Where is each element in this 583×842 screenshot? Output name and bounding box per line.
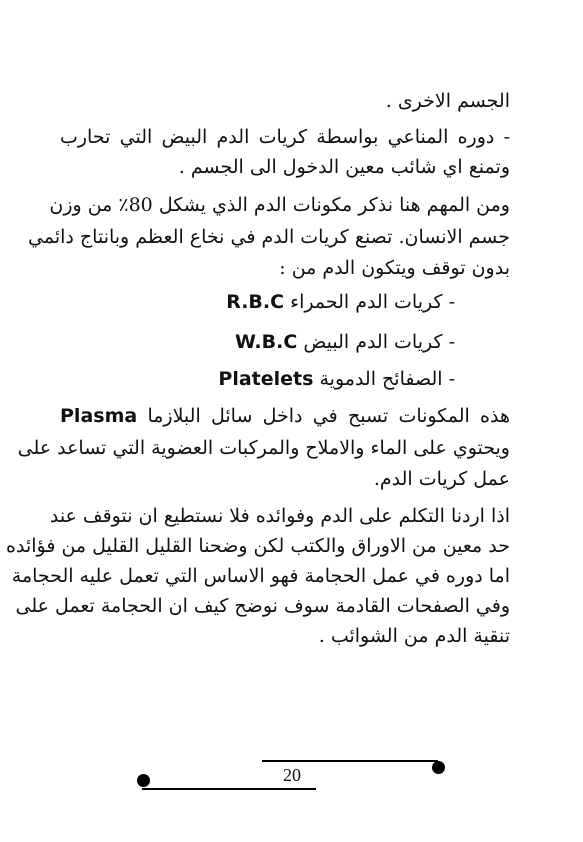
- text-line: عمل كريات الدم.: [373, 468, 510, 490]
- list-item-rbc: [226, 289, 455, 315]
- text-arabic: هذه المكونات تسبح في داخل سائل البلازما: [147, 405, 510, 427]
- text-line: [60, 403, 510, 429]
- list-item-label: - كريات الدم الحمراء: [290, 291, 455, 313]
- text-line: حد معين من الاوراق والكتب لكن وضحنا القليل القليل من فؤائده: [6, 535, 510, 557]
- text-line: بدون توقف ويتكون الدم من :: [279, 257, 510, 279]
- text-line: ومن المهم هنا نذكر مكونات الدم الذي يشكل 80٪ من وزن: [49, 194, 510, 216]
- footer-rule-bottom: [142, 788, 316, 790]
- footer-dot-left: [137, 774, 150, 787]
- text-line: وفي الصفحات القادمة سوف نوضح كيف ان الحجامة تعمل على: [15, 595, 510, 617]
- footer-dot-right: [432, 761, 445, 774]
- text-line: اما دوره في عمل الحجامة فهو الاساس التي تعمل عليه الحجامة: [11, 565, 510, 587]
- list-item-platelets: [218, 366, 455, 392]
- list-item-wbc: [235, 329, 455, 355]
- text-latin-term: Plasma: [60, 405, 138, 427]
- page-number: 20: [283, 765, 301, 785]
- text-line: جسم الانسان. تصنع كريات الدم في نخاع العظم وبانتاج دائمي: [28, 226, 510, 248]
- text-line: - دوره المناعي بواسطة كريات الدم البيض التي تحارب: [60, 126, 510, 148]
- list-item-abbreviation: R.B.C: [226, 291, 285, 313]
- list-item-label: - كريات الدم البيض: [303, 331, 455, 353]
- text-line: اذا اردنا التكلم على الدم وفوائده فلا نستطيع ان نتوقف عند: [49, 505, 510, 527]
- list-item-label: - الصفائح الدموية: [319, 368, 455, 390]
- text-line: الجسم الاخرى .: [385, 90, 510, 112]
- text-line: وتمنع اي شائب معين الدخول الى الجسم .: [178, 156, 510, 178]
- text-line: تنقية الدم من الشوائب .: [318, 625, 510, 647]
- footer-rule-top: [262, 760, 438, 762]
- list-item-abbreviation: Platelets: [218, 368, 314, 390]
- list-item-abbreviation: W.B.C: [235, 331, 298, 353]
- text-line: ويحتوي على الماء والاملاح والمركبات العضوية التي تساعد على: [17, 437, 510, 459]
